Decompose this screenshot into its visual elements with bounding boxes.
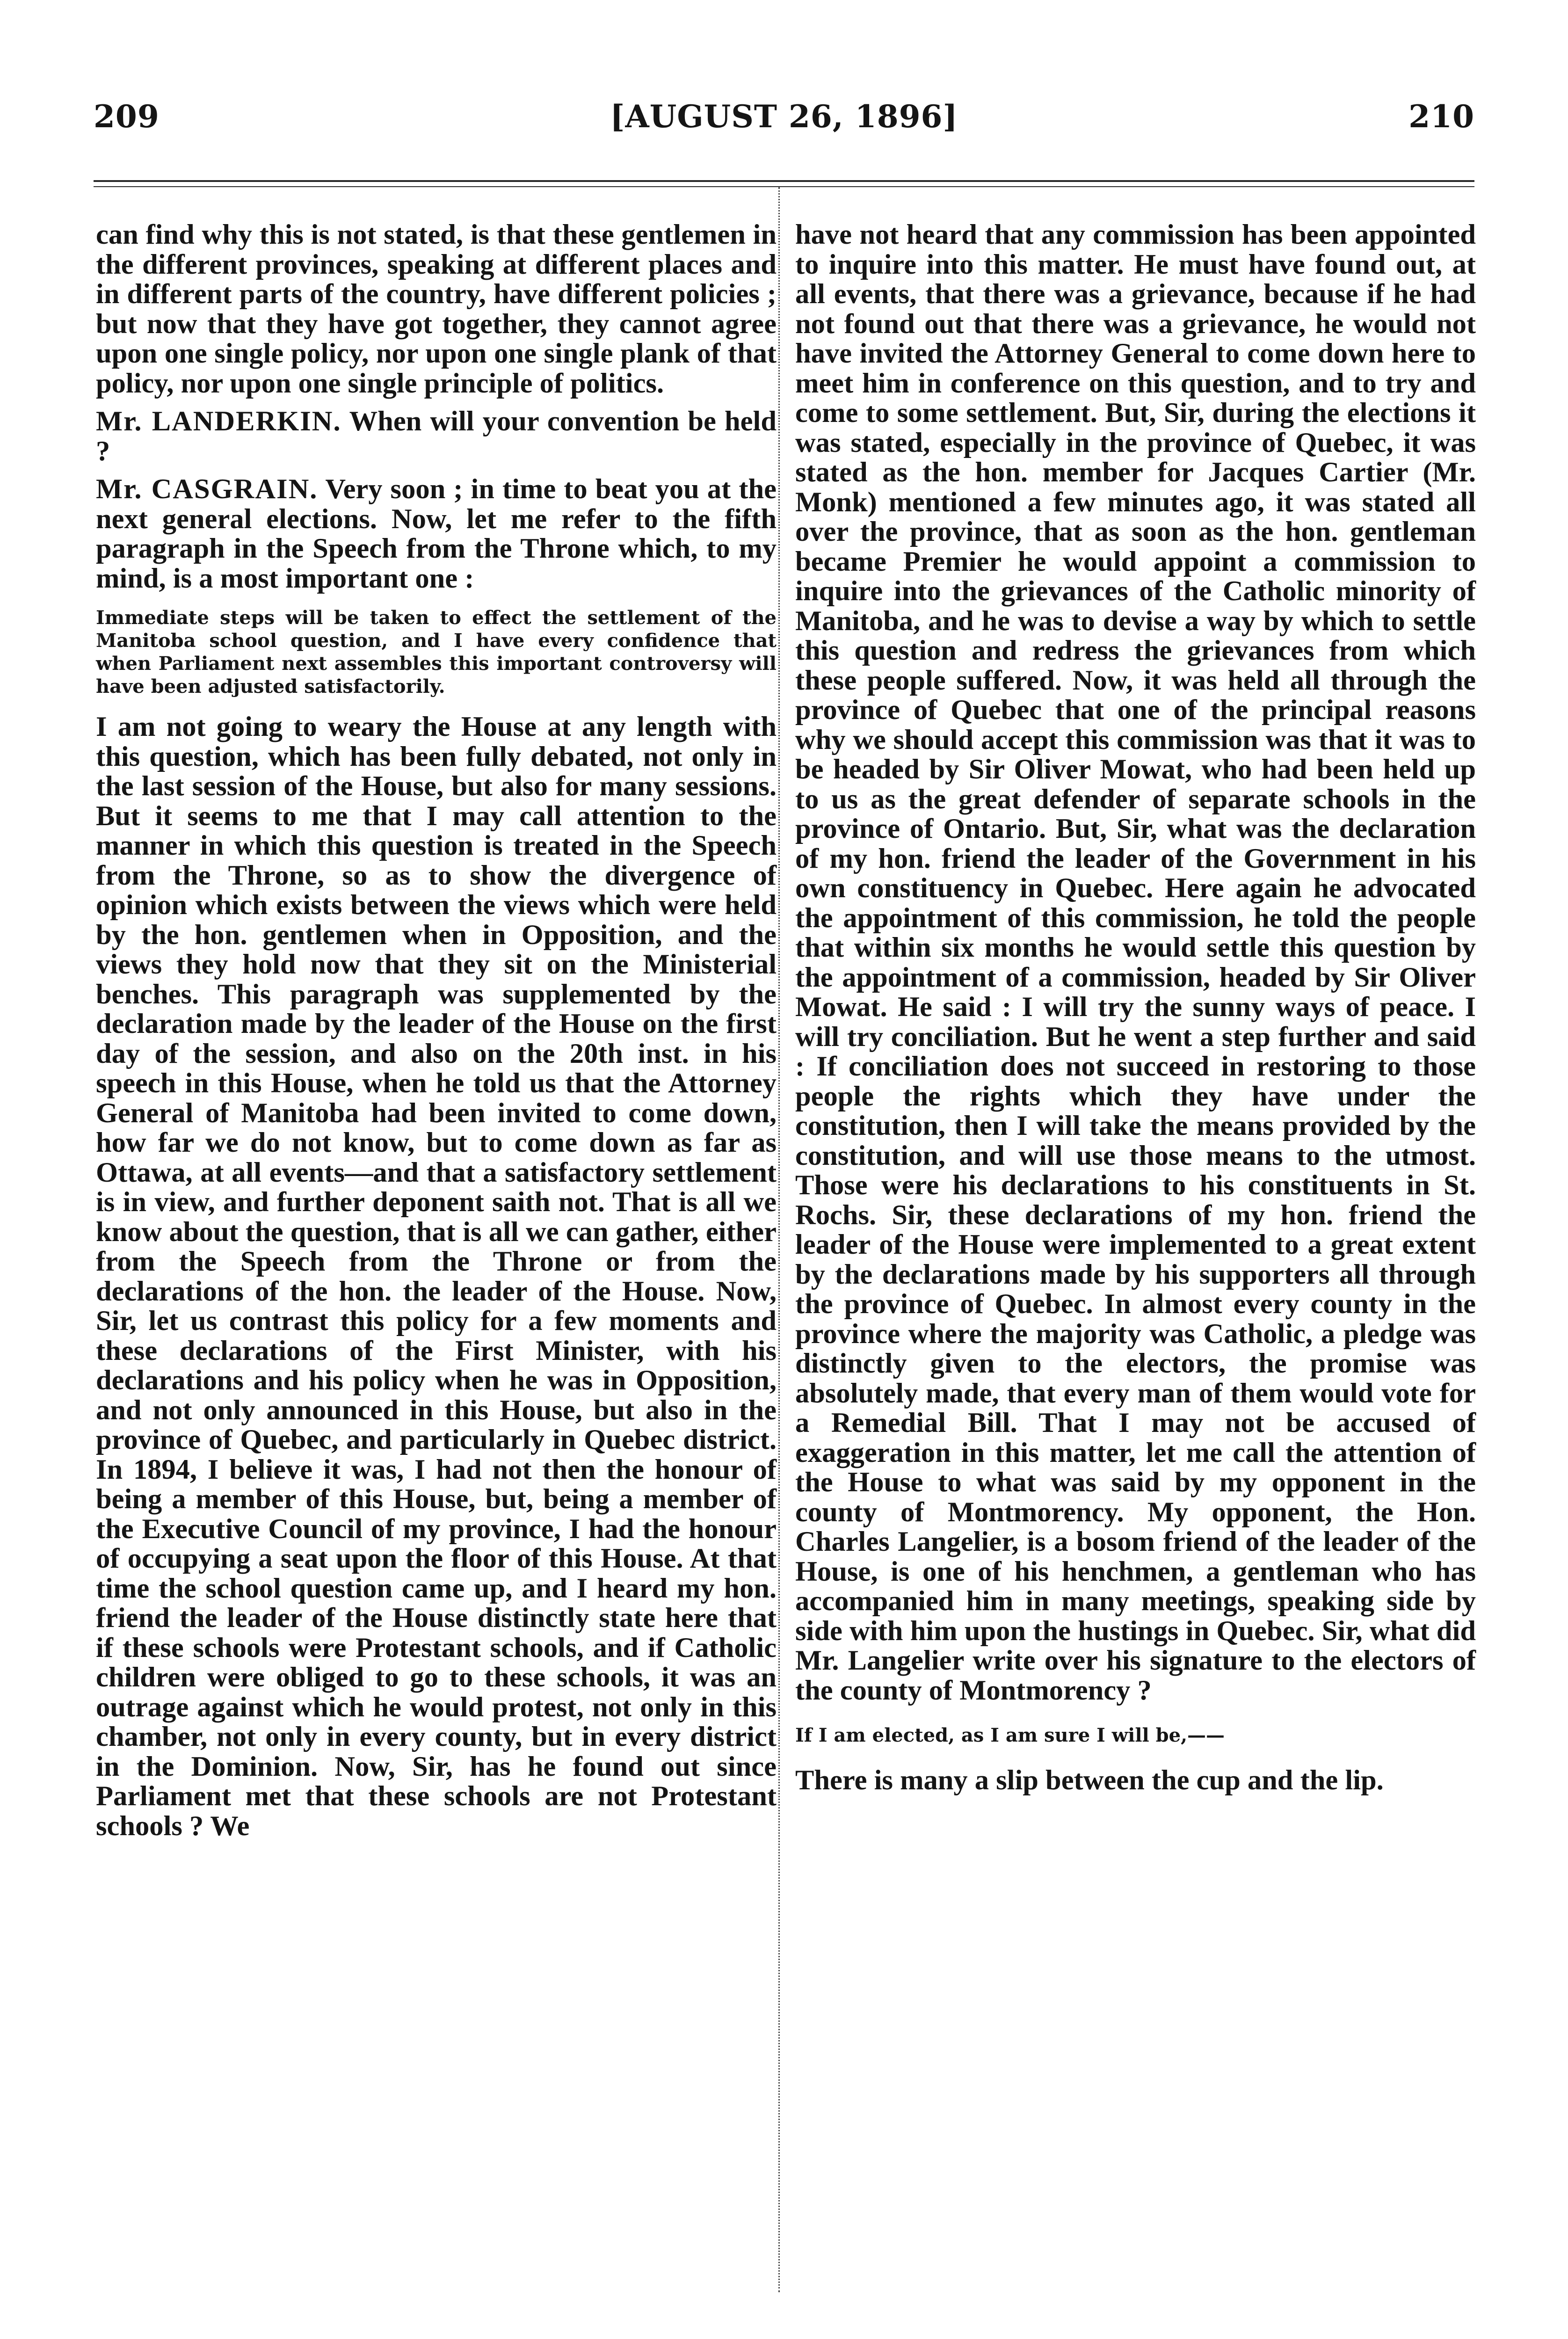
page-number-right: 210: [1408, 98, 1474, 135]
throne-speech-quote: Immediate steps will be taken to effect the settlement of the Manitoba school question, and I have every confidence that when Parliament next assembles this important controversy will have been adjusted satisfactorily.: [96, 607, 777, 697]
page-date: [AUGUST 26, 1896]: [610, 98, 958, 135]
speech-text: When will your convention be held ?: [96, 406, 777, 467]
paragraph: have not heard that any commission has been appointed to inquire into this matter. He must have found out, at all events, that there was a grievance, because if he had not found out that there was a grievance, he would not have invited the Attorney General to come down here to meet him in conference on this question, and to try and come to some settlement. But, Sir, during the elections it was stated, especially in the province of Quebec, it was stated as the hon. member for Jacques Cartier (Mr. Monk) mentioned a few minutes ago, it was stated all over the province, that as soon as the hon. gentleman became Premier he would appoint a commission to inquire into the grievances of the Catholic minority of Manitoba, and he was to devise a way by which to settle this question and redress the grievances from which these people suffered. Now, it was held all through the province of Quebec that one of the principal reasons why we should accept this commission was that it was to be headed by Sir Oliver Mowat, who had been held up to us as the great defender of separate schools in the province of Ontario. But, Sir, what was the declaration of my hon. friend the leader of the Government in his own constituency in Quebec. Here again he advocated the appointment of this commission, he told the people that within six months he would settle this question by the appointment of a commission, headed by Sir Oliver Mowat. He said : I will try the sunny ways of peace. I will try conciliation. But he went a step further and said : If conciliation does not succeed in restoring to those people the rights which they have under the constitution, then I will take the means provided by the constitution, and will use those means to the utmost. Those were his declarations to his constituents in St. Rochs. Sir, these declarations of my hon. friend the leader of the House were implemented to a great extent by the declarations made by his supporters all through the province of Quebec. In almost every county in the province where the majority was Catholic, a pledge was distinctly given to the electors, the promise was absolutely made, that every man of them would vote for a Remedial Bill. That I may not be accused of exaggeration in this matter, let me call the attention of the House to what was said by my opponent in the county of Montmorency. My opponent, the Hon. Charles Langelier, is a bosom friend of the leader of the House, is one of his henchmen, a gentleman who has accompanied him in many meetings, speaking side by side with him upon the hustings in Quebec. Sir, what did Mr. Langelier write over his signature to the electors of the county of Montmorency ?: [795, 219, 1476, 1706]
right-column: [795, 220, 1476, 1804]
paragraph: I am not going to weary the House at any length with this question, which has been fully debated, not only in the last session of the House, but also for many sessions. But it seems to me that I may call attention to the manner in which this question is treated in the Speech from the Throne, so as to show the divergence of opinion which exists between the views which were held by the hon. gentlemen when in Opposition, and the views they hold now that they sit on the Ministerial benches. This paragraph was supplemented by the declaration made by the leader of the House on the first day of the session, and also on the 20th inst. in his speech in this House, when he told us that the Attorney General of Manitoba had been invited to come down, how far we do not know, but to come down as far as Ottawa, at all events—and that a satisfactory settlement is in view, and further deponent saith not. That is all we know about the question, that is all we can gather, either from the Speech from the Throne or from the declarations of the hon. the leader of the House. Now, Sir, let us contrast this policy for a few moments and these declarations of the First Minister, with his declarations and his policy when he was in Opposition, and not only announced in this House, but also in the province of Quebec, and particularly in Quebec district. In 1894, I believe it was, I had not then the honour of being a member of this House, but, being a member of the Executive Council of my province, I had the honour of occupying a seat upon the floor of this House. At that time the school question came up, and I heard my hon. friend the leader of the House distinctly state here that if these schools were Protestant schools, and if Catholic children were obliged to go to these schools, it was an outrage against which he would protest, not only in this chamber, not only in every county, but in every district in the Dominion. Now, Sir, has he found out since Parliament met that these schools are not Protestant schools ? We: [96, 711, 777, 1842]
paragraph: can find why this is not stated, is that these gentlemen in the different provinces, speaking at different places and in different parts of the country, have different policies ; but now that they have got together, they cannot agree upon one single policy, nor upon one single plank of that policy, nor upon one single principle of politics.: [96, 219, 777, 399]
speech-text: Very soon ; in time to beat you at the next general elections. Now, let me refer to the fifth paragraph in the Speech from the Throne which, to my mind, is a most important one :: [96, 473, 777, 594]
paragraph: There is many a slip between the cup and the lip.: [795, 1765, 1384, 1796]
page-number-left: 209: [94, 98, 160, 135]
header-rule-thin: [94, 186, 1474, 187]
header-rule: [94, 180, 1474, 182]
speaker-name: Mr. CASGRAIN.: [96, 473, 318, 505]
page-header: [94, 98, 1474, 140]
column-divider: [778, 187, 780, 2292]
speech-casgrain: [96, 474, 777, 593]
speaker-name: Mr. LANDERKIN.: [96, 406, 341, 437]
langelier-quote: If I am elected, as I am sure I will be,——: [795, 1724, 1225, 1746]
left-column: [96, 220, 777, 1849]
speech-landerkin: [96, 407, 777, 466]
